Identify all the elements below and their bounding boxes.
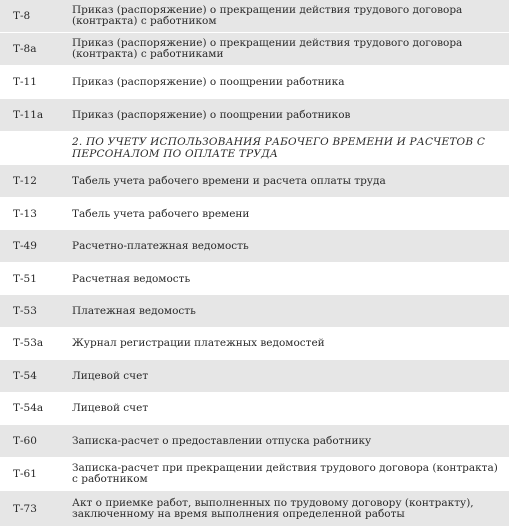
form-code: Т-60 xyxy=(13,435,37,447)
form-code: Т-51 xyxy=(13,273,37,285)
form-code: Т-11 xyxy=(13,76,37,88)
form-description: Записка-расчет при прекращении действия трудового договора (контракта) с работником xyxy=(72,462,498,485)
form-code: Т-12 xyxy=(13,175,37,187)
form-code: Т-11а xyxy=(13,109,44,121)
table-row xyxy=(0,230,509,262)
form-code: Т-8 xyxy=(13,10,31,22)
form-description: Табель учета рабочего времени xyxy=(72,207,250,220)
table-row xyxy=(0,198,509,230)
form-code: Т-13 xyxy=(13,208,37,220)
form-description: Лицевой счет xyxy=(72,401,149,414)
table-row xyxy=(0,33,509,65)
form-code: Т-53а xyxy=(13,337,44,349)
form-description: Табель учета рабочего времени и расчета оплаты труда xyxy=(72,174,386,187)
form-description: Приказ (распоряжение) о прекращении действия трудового договора (контракта) с работниками xyxy=(72,37,463,60)
table-row xyxy=(0,327,509,359)
table-row xyxy=(0,165,509,197)
table-row xyxy=(0,263,509,295)
form-description: Лицевой счет xyxy=(72,369,149,382)
form-code: Т-8а xyxy=(13,43,37,55)
form-description: Акт о приемке работ, выполненных по трудовому договору (контракту), заключенному на время выполнения определенной работы xyxy=(72,496,474,520)
form-code: Т-61 xyxy=(13,468,37,480)
table-row xyxy=(0,458,509,490)
form-description: Приказ (распоряжение) о поощрении работника xyxy=(72,75,345,88)
form-description: Расчетная ведомость xyxy=(72,272,191,285)
table-row xyxy=(0,425,509,457)
form-description: Приказ (распоряжение) о прекращении действия трудового договора (контракта) с работником xyxy=(72,4,463,27)
section-heading: 2. ПО УЧЕТУ ИСПОЛЬЗОВАНИЯ РАБОЧЕГО ВРЕМЕНИ И РАСЧЕТОВ С ПЕРСОНАЛОМ ПО ОПЛАТЕ ТРУДА xyxy=(72,136,486,160)
form-description: Записка-расчет о предоставлении отпуска работнику xyxy=(72,434,372,447)
form-code: Т-73 xyxy=(13,502,37,515)
table-row xyxy=(0,360,509,392)
table-row xyxy=(0,99,509,131)
form-description: Журнал регистрации платежных ведомостей xyxy=(72,336,325,349)
form-description: Расчетно-платежная ведомость xyxy=(72,239,249,252)
section-heading-row xyxy=(0,132,509,164)
table-row xyxy=(0,392,509,424)
form-code: Т-53 xyxy=(13,305,37,317)
form-code: Т-54а xyxy=(13,402,44,414)
form-code: Т-49 xyxy=(13,240,37,252)
table-row xyxy=(0,0,509,32)
table-row xyxy=(0,491,509,526)
table-row xyxy=(0,295,509,327)
table-row xyxy=(0,66,509,98)
form-description: Приказ (распоряжение) о поощрении работников xyxy=(72,108,351,121)
form-code: Т-54 xyxy=(13,370,37,382)
form-description: Платежная ведомость xyxy=(72,304,196,317)
